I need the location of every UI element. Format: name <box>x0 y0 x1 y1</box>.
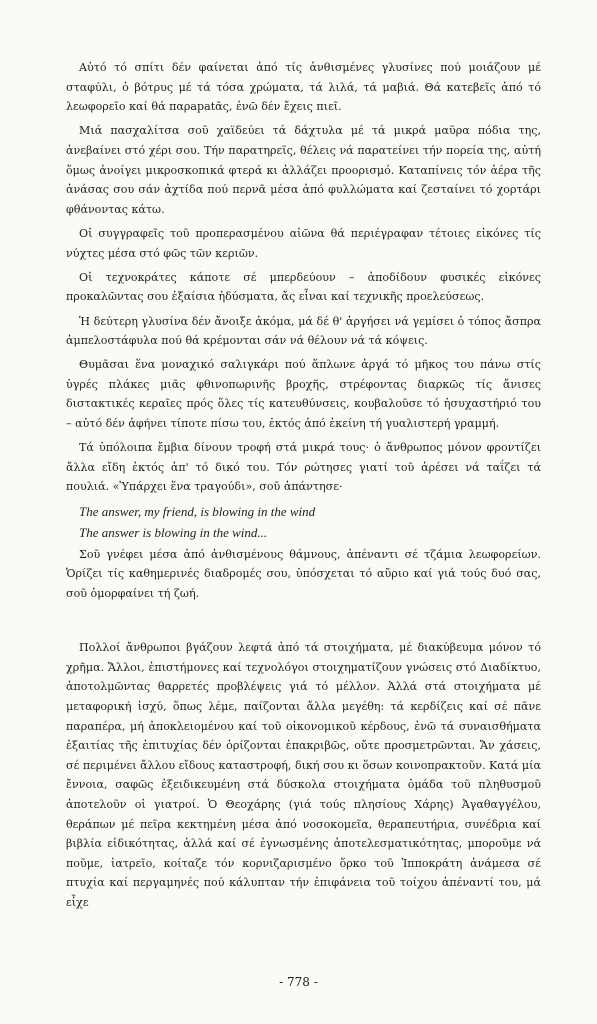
section-second <box>66 638 541 912</box>
page-number: - 778 - <box>279 975 318 989</box>
paragraph: Οἱ τεχνοκράτες κάποτε σέ μπερδεύουν – ἀποδίδουν φυσικές εἰκόνες προκαλῶντας σου ἐξαίσια ἡδύσματα, ἄς εἶναι καί τεχνικῆς προελεύσεως. <box>66 270 541 304</box>
paragraph: Θυμᾶσαι ἕνα μοναχικό σαλιγκάρι πού ἅπλωνε ἀργά τό μῆκος του πάνω στίς ὑγρές πλάκες μιᾶς φθινοπωρινῆς βροχῆς, στρέφοντας διαρκῶς τίς ἄνισες διστακτικές κεραῖες πρός ὅλες τίς κατευθύνσεις, κουβαλοῦσε τό ἡσυχαστήριό του – αὐτό δέν ἀφήνει τίποτε πίσω του, ἐκτός ἀπό ἐκείνη τή γυαλιστερή γραμμή. <box>66 358 541 431</box>
paragraph: Τά ὑπόλοιπα ἔμβια δίνουν τροφή στά μικρά τους· ὁ ἄνθρωπος μόνον φροντίζει ἄλλα εἴδη ἐκτός ἀπ' τό δικό του. Τόν ρώτησες γιατί τοῦ ἀρέσει νά ταΐζει τά πουλιά. «Ὑπάρχει ἕνα τραγούδι», σοῦ ἀπάντησε· <box>66 441 541 494</box>
lyric-line: The answer, my friend, is blowing in the wind <box>79 503 316 519</box>
paragraph: Μιά πασχαλίτσα σοῦ χαϊδεύει τά δάχτυλα μέ τά μικρά μαῦρα πόδια της, ἀνεβαίνει στό χέρι σου. Τήν παρατηρεῖς, θέλεις νά παρατείνει τήν πορεία της, αὐτή ὅμως ἀνοίγει μικροσκοπικά φτερά κι ἀλλάζει προορισμό. Καταπίνεις τόν ἀέρα τῆς ἀνάσας σου σάν ἀχτίδα πού περνᾶ μέσα ἀπό φυλλώματα καί ζεσταίνει τό χορτάρι φθάνοντας κάτω. <box>66 124 541 216</box>
paragraph: Σοῦ γνέφει μέσα ἀπό ἀνθισμένους θάμνους, ἀπέναντι σέ τζάμια λεωφορείων. Ὁρίζει τίς καθημερινές διαδρομές σου, ὑπόσχεται τό αὔριο καί γιά τούς δυό σας, σοῦ ὀμορφαίνει τή ζωή. <box>66 547 541 600</box>
section-gap <box>66 608 541 638</box>
paragraph: Ἡ δεύτερη γλυσίνα δέν ἄνοιξε ἀκόμα, μά δέ θ' ἀργήσει νά γεμίσει ὁ τόπος ἄσπρα ἀμπελοστάφυλα πού θά κρέμονται σάν νά θέλουν νά τά κόψεις. <box>66 314 541 348</box>
section-first <box>66 58 541 604</box>
paragraph: Πολλοί ἄνθρωποι βγάζουν λεφτά ἀπό τά στοιχήματα, μέ διακύβευμα μόνον τό χρῆμα. Ἄλλοι, ἐπιστήμονες καί τεχνολόγοι στοιχηματίζουν γνώσεις στό Διαδίκτυο, ἀποτολμῶντας θαρρετές προβλέψεις γιά τό μέλλον. Ἀλλά στά στοιχήματα μέ μεταφορική ἰσχύ, ὅπως λέμε, παίζονται ἄλλα μεγέθη: τά κερδίζεις καί σέ πᾶνε παραπέρα, μή ἀποκλειομένου καί τοῦ οἰκονομικοῦ κέρδους, ἐνῶ τά συναισθήματα ἐξαιτίας τῆς ἐπιτυχίας δέν ὁρίζονται ἐπακριβῶς, οὔτε προσμετρῶνται. Ἄν χάσεις, σέ περιμένει ἄλλου εἴδους καταστροφή, δική σου κι ὅσων κοινοπρακτοῦν. Κατά μία ἔννοια, σαφῶς ἐξειδικευμένη στά δύσκολα στοιχήματα ὁμάδα τοῦ πληθυσμοῦ ἀποτελοῦν οἱ γιατροί. Ὁ Θεοχάρης (γιά τούς πλησίους Χάρης) Ἀγαθαγγέλου, θεράπων μέ πεῖρα κεκτημένη μέσα ἀπό νοσοκομεῖα, θεραπευτήρια, συνέδρια καί βιβλία εἰδικότητας, ἀλλά καί σέ ἐγνωσμένης ἀποτελεσματικότητας, μποροῦμε νά ποῦμε, ἰατρεῖο, κοίταζε τόν κορνιζαρισμένο ὅρκο τοῦ Ἱπποκράτη ἀνάμεσα σέ πτυχία καί περγαμηνές πού κάλυπταν τήν ἐπιφάνεια τοῦ τοίχου ἀπέναντί του, μά εἶχε <box>66 641 541 909</box>
paragraph: Αὐτό τό σπίτι δέν φαίνεται ἀπό τίς ἀνθισμένες γλυσίνες πού μοιάζουν μέ σταφύλι, ὁ βότρυς μέ τά τόσα χρώματα, τά λιλά, τά μαβιά. Θά κατεβεῖς ἀπό τό λεωφορεῖο καί θά παρapatᾶς, ἐνῶ δέν ἔχεις πιεῖ. <box>66 61 541 114</box>
paragraph: Οἱ συγγραφεῖς τοῦ προπερασμένου αἰῶνα θά περιέγραφαν τέτοιες εἰκόνες τίς νύχτες μέσα στό φῶς τῶν κεριῶν. <box>66 226 541 260</box>
lyric-line: The answer is blowing in the wind... <box>79 525 268 541</box>
